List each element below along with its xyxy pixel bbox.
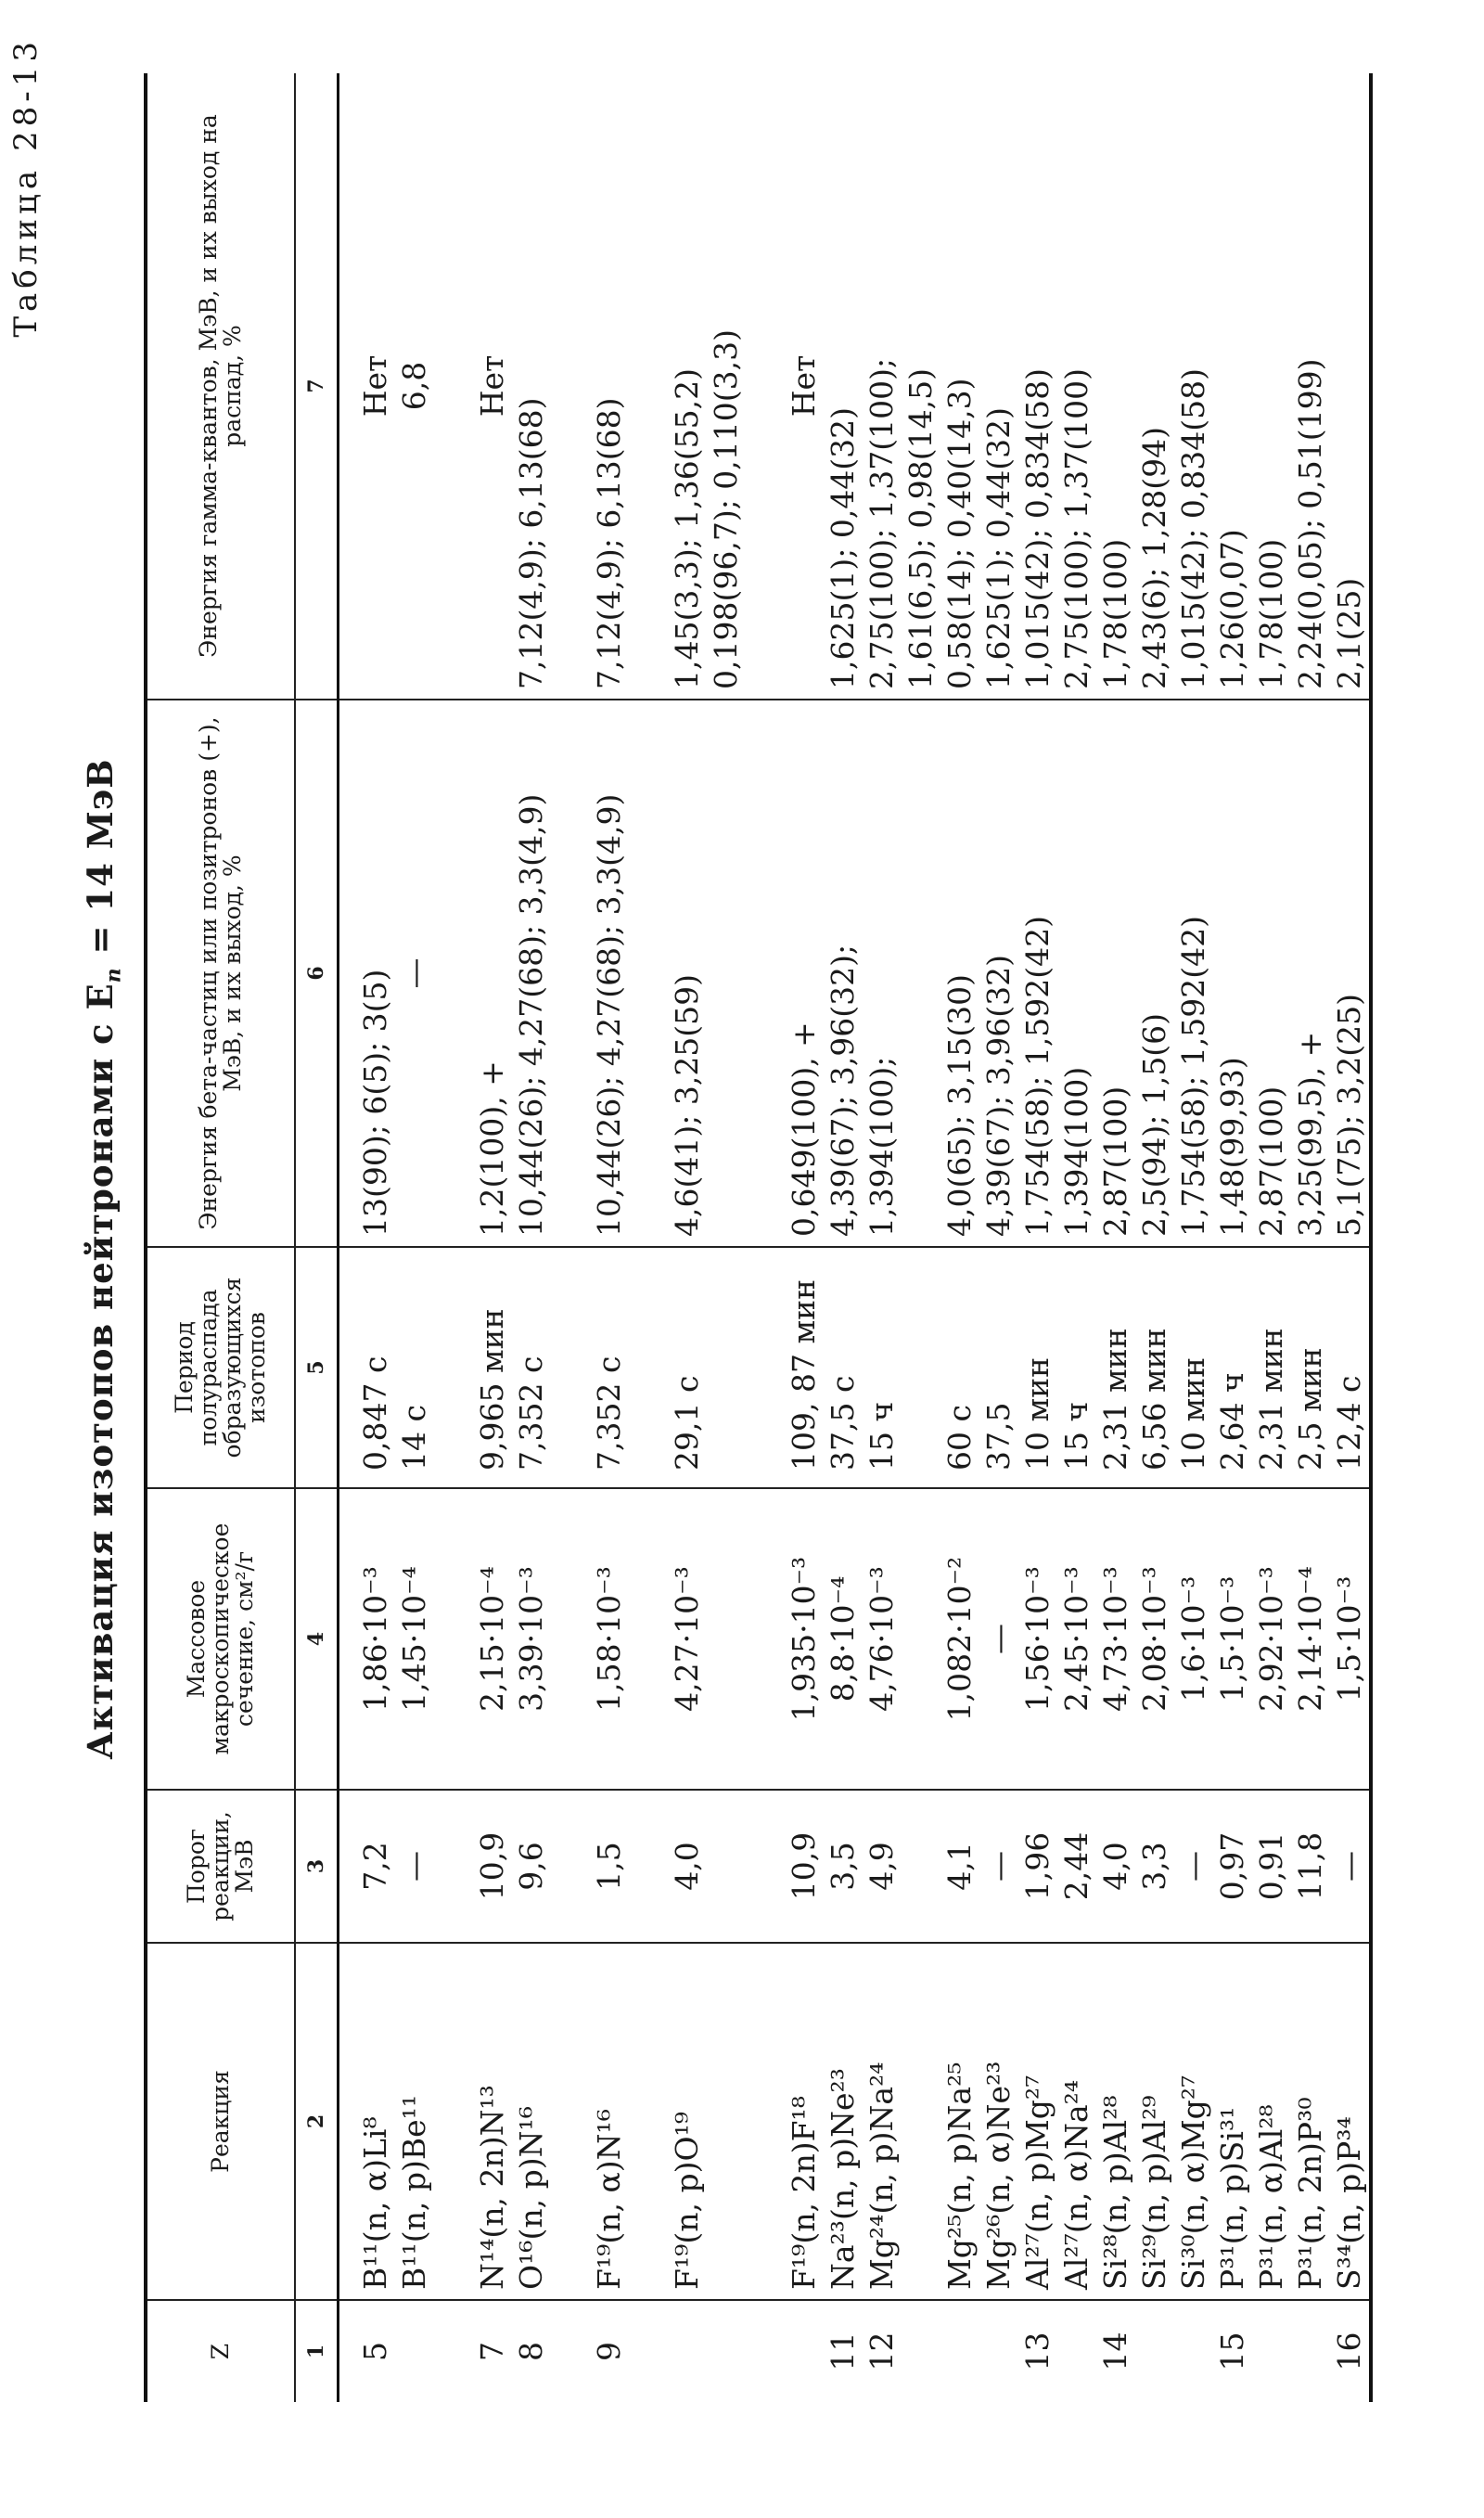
column-number: 2 (295, 1943, 339, 2300)
z-column (339, 2300, 1372, 2402)
threshold-cell: 4,0 (669, 1842, 705, 1891)
cross-section-cell: 4,27·10⁻³ (669, 1566, 705, 1712)
gamma-cell: 1,61(6,5); 0,98(14,5) (902, 367, 939, 689)
reaction-cell: B¹¹(n, p)Be¹¹ (396, 2094, 432, 2290)
spacer (629, 1257, 668, 1471)
z-cell (395, 2310, 434, 2393)
cross-section-cell: 2,15·10⁻⁴ (474, 1566, 510, 1712)
z-cell (668, 2310, 707, 2393)
cross-section-cell: 2,14·10⁻⁴ (1292, 1566, 1328, 1712)
half-life-cell: 2,31 мин (1253, 1328, 1289, 1471)
spacer (746, 83, 785, 689)
gamma-cell: 0,58(14); 0,40(14,3) (941, 378, 978, 689)
reaction-cell: F¹⁹(n, α)N¹⁶ (591, 2109, 627, 2290)
beta-cell: 4,39(67); 3,96(32); (825, 944, 861, 1237)
cross-section-cell: 8,8·10⁻⁴ (825, 1575, 861, 1702)
table-body-row (339, 73, 1372, 2402)
z-cell: 16 (1331, 2332, 1367, 2371)
threshold-cell: — (1331, 1851, 1367, 1882)
threshold-cell: 4,9 (864, 1842, 900, 1891)
column-number: 3 (295, 1790, 339, 1943)
header-reaction: Реакция (146, 1943, 295, 2300)
z-cell (1057, 2310, 1096, 2393)
title-subscript: n (101, 967, 126, 983)
half-life-cell: 29,1 с (669, 1375, 705, 1471)
z-cell: 15 (1214, 2332, 1250, 2371)
spacer (434, 2310, 473, 2393)
column-number: 4 (295, 1488, 339, 1790)
reaction-column (339, 1943, 1372, 2300)
half-life-cell: 37,5 (980, 1402, 1017, 1471)
z-cell: 13 (1019, 2332, 1055, 2371)
spacer (551, 83, 590, 689)
beta-cell: 1,754(58); 1,592(42) (1175, 915, 1211, 1237)
beta-cell: 4,6(41); 3,25(59) (669, 973, 705, 1237)
gamma-cell: 1,78(100) (1097, 538, 1133, 689)
cross-section-cell: 1,5·10⁻³ (1331, 1575, 1367, 1702)
header-half-life: Период полураспада образующихся изотопов (146, 1247, 295, 1488)
header-cross-section: Массовое макроскопическое сечение, см²/г (146, 1488, 295, 1790)
spacer (746, 710, 785, 1237)
half-life-cell: 2,5 мин (1292, 1347, 1328, 1471)
threshold-cell: 9,6 (513, 1842, 549, 1891)
table-number: Таблица 28-13 (7, 37, 45, 338)
gamma-cell: 6,8 (396, 361, 432, 411)
header-threshold: Порог реакции, МэВ (146, 1790, 295, 1943)
cross-section-cell (902, 1498, 940, 1779)
cross-section-cell: 1,5·10⁻³ (1214, 1575, 1250, 1702)
z-cell (785, 2310, 824, 2393)
gamma-column (339, 73, 1372, 700)
spacer (746, 1800, 785, 1933)
threshold-cell: 1,96 (1019, 1831, 1055, 1901)
spacer (434, 1953, 473, 2290)
beta-cell: 1,48(99,93) (1214, 1057, 1250, 1237)
half-life-cell: 14 с (396, 1405, 432, 1471)
title-text: Активация изотопов нейтронами с E (80, 983, 121, 1760)
header-beta: Энергия бета-частиц или позитронов (+), МэВ, и их выход, % (146, 700, 295, 1247)
threshold-cell: 3,3 (1136, 1842, 1172, 1891)
threshold-cell: 7,2 (357, 1842, 393, 1891)
reaction-cell: O¹⁶(n, p)N¹⁶ (513, 2106, 549, 2290)
beta-cell (707, 710, 746, 1237)
spacer (746, 1498, 785, 1779)
gamma-cell: 2,75(100); 1,37(100) (1058, 367, 1094, 689)
z-cell (979, 2310, 1018, 2393)
spacer (629, 1800, 668, 1933)
half-life-cell: 6,56 мин (1136, 1328, 1172, 1471)
beta-cell: 2,87(100) (1253, 1086, 1289, 1237)
reaction-cell: Al²⁷(n, p)Mg²⁷ (1019, 2075, 1055, 2290)
reaction-cell: N¹⁴(n, 2n)N¹³ (474, 2085, 510, 2290)
z-cell: 14 (1097, 2332, 1133, 2371)
half-life-column (339, 1247, 1372, 1488)
column-number: 1 (295, 2300, 339, 2402)
beta-cell: 2,87(100) (1097, 1086, 1133, 1237)
gamma-cell: 1,625(1); 0,44(32) (980, 406, 1017, 689)
reaction-cell: Si²⁹(n, p)Al²⁹ (1136, 2095, 1172, 2290)
threshold-cell: 10,9 (786, 1831, 822, 1901)
beta-cell: 1,394(100) (1058, 1066, 1094, 1237)
half-life-cell: 109, 87 мин (786, 1278, 822, 1471)
beta-cell: 3,25(99,5), + (1292, 1031, 1328, 1237)
spacer (746, 2310, 785, 2393)
z-cell (1252, 2310, 1291, 2393)
gamma-cell: 2,1(25) (1331, 577, 1367, 689)
beta-cell: 4,39(67); 3,96(32) (980, 954, 1017, 1237)
threshold-cell: 0,97 (1214, 1831, 1250, 1901)
threshold-cell: — (980, 1851, 1017, 1882)
half-life-cell (902, 1257, 940, 1471)
column-number-row (295, 73, 339, 2402)
gamma-cell: Нет (786, 354, 822, 418)
reaction-cell: Si³⁰(n, α)Mg²⁷ (1175, 2075, 1211, 2290)
reaction-cell: Al²⁷(n, α)Na²⁴ (1058, 2079, 1094, 2290)
gamma-cell: 7,12(4,9); 6,13(68) (591, 397, 627, 689)
reaction-cell: Mg²⁵(n, p)Na²⁵ (941, 2062, 978, 2290)
table-title (80, 0, 125, 2518)
spacer (629, 2310, 668, 2393)
beta-cell: 1,2(100), + (474, 1060, 510, 1237)
column-number: 5 (295, 1247, 339, 1488)
z-cell (1291, 2310, 1330, 2393)
gamma-cell: 1,26(0,07) (1214, 529, 1250, 689)
reaction-cell: P³¹(n, 2n)P³⁰ (1292, 2097, 1328, 2290)
beta-cell: — (396, 957, 432, 989)
reaction-cell: Si²⁸(n, p)Al²⁸ (1097, 2095, 1133, 2290)
cross-section-cell: 1,082·10⁻² (941, 1556, 978, 1722)
half-life-cell: 15 ч (1058, 1401, 1094, 1471)
cross-section-cell: — (980, 1624, 1017, 1654)
gamma-cell: 7,12(4,9); 6,13(68) (513, 397, 549, 689)
spacer (551, 1498, 590, 1779)
gamma-cell: 0,198(96,7); 0,110(3,3) (708, 328, 744, 689)
beta-column (339, 700, 1372, 1247)
header-z: Z (146, 2300, 295, 2402)
beta-cell: 10,44(26); 4,27(68); 3,3(4,9) (513, 793, 549, 1237)
spacer (629, 710, 668, 1237)
half-life-cell: 2,64 ч (1214, 1372, 1250, 1471)
cross-section-cell: 4,76·10⁻³ (864, 1566, 900, 1712)
spacer (551, 2310, 590, 2393)
column-number: 6 (295, 700, 339, 1247)
cross-section-cell: 3,39·10⁻³ (513, 1566, 549, 1712)
cross-section-cell: 1,58·10⁻³ (591, 1566, 627, 1712)
gamma-cell: 1,78(100) (1253, 538, 1289, 689)
threshold-cell: 1,5 (591, 1842, 627, 1891)
z-cell: 9 (591, 2342, 627, 2361)
z-cell: 12 (864, 2332, 900, 2371)
half-life-cell: 0,847 с (357, 1355, 393, 1471)
reaction-cell: Mg²⁶(n, α)Ne²³ (980, 2061, 1017, 2290)
reaction-cell: S³⁴(n, p)P³⁴ (1331, 2116, 1367, 2290)
half-life-cell: 7,352 с (513, 1355, 549, 1471)
half-life-cell: 2,31 мин (1097, 1328, 1133, 1471)
cross-section-cell: 1,45·10⁻⁴ (396, 1566, 432, 1712)
threshold-cell (707, 1800, 746, 1933)
half-life-cell: 10 мин (1175, 1356, 1211, 1471)
gamma-cell: Нет (357, 354, 393, 418)
cross-section-cell: 1,6·10⁻³ (1175, 1575, 1211, 1702)
spacer (551, 710, 590, 1237)
beta-cell: 1,394(100); (864, 1056, 900, 1237)
spacer (746, 1257, 785, 1471)
threshold-cell: 3,5 (825, 1842, 861, 1891)
z-cell: 8 (513, 2342, 549, 2361)
spacer (551, 1257, 590, 1471)
reaction-cell: Na²³(n, p)Ne²³ (825, 2068, 861, 2290)
beta-cell: 4,0(65); 3,15(30) (941, 973, 978, 1237)
z-cell: 5 (357, 2342, 393, 2361)
reaction-cell: P³¹(n, p)Si³¹ (1214, 2106, 1250, 2290)
z-cell: 11 (825, 2332, 861, 2371)
cross-section-cell: 2,08·10⁻³ (1136, 1566, 1172, 1712)
gamma-cell: 1,45(3,3); 1,36(55,2) (669, 367, 705, 689)
spacer (434, 1800, 473, 1933)
half-life-cell: 37,5 с (825, 1375, 861, 1471)
reaction-cell: F¹⁹(n, p)O¹⁹ (669, 2112, 705, 2290)
header-row (146, 73, 295, 2402)
header-gamma: Энергия гамма-квантов, МэВ, и их выход на распад, % (146, 73, 295, 700)
z-cell (1135, 2310, 1174, 2393)
threshold-cell: — (396, 1851, 432, 1882)
cross-section-cell: 1,935·10⁻³ (786, 1556, 822, 1722)
spacer (629, 83, 668, 689)
reaction-cell: F¹⁹(n, 2n)F¹⁸ (786, 2096, 822, 2290)
spacer (746, 1953, 785, 2290)
cross-section-cell: 4,73·10⁻³ (1097, 1566, 1133, 1712)
cross-section-cell: 1,56·10⁻³ (1019, 1566, 1055, 1712)
z-cell (902, 2310, 940, 2393)
beta-cell: 10,44(26); 4,27(68); 3,3(4,9) (591, 793, 627, 1237)
beta-cell: 2,5(94); 1,5(6) (1136, 1012, 1172, 1237)
activation-table (144, 73, 1373, 2402)
z-cell: 7 (474, 2342, 510, 2361)
spacer (434, 710, 473, 1237)
half-life-cell: 10 мин (1019, 1356, 1055, 1471)
gamma-cell: 2,43(6); 1,28(94) (1136, 426, 1172, 689)
spacer (434, 1498, 473, 1779)
half-life-cell (707, 1257, 746, 1471)
threshold-cell: 2,44 (1058, 1831, 1094, 1901)
beta-cell: 1,754(58); 1,592(42) (1019, 915, 1055, 1237)
cross-section-cell (707, 1498, 746, 1779)
beta-cell: 5,1(75); 3,2(25) (1331, 993, 1367, 1237)
z-cell (1174, 2310, 1213, 2393)
cross-section-cell: 2,92·10⁻³ (1253, 1566, 1289, 1712)
threshold-cell: 10,9 (474, 1831, 510, 1901)
gamma-cell: Нет (474, 354, 510, 418)
reaction-cell: B¹¹(n, α)Li⁸ (357, 2116, 393, 2290)
beta-cell: 13(90); 6(5); 3(5) (357, 969, 393, 1237)
spacer (551, 1800, 590, 1933)
threshold-cell: 11,8 (1292, 1831, 1328, 1901)
gamma-cell: 2,24(0,05); 0,51(199) (1292, 358, 1328, 689)
reaction-cell (902, 1953, 940, 2290)
gamma-cell: 1,625(1); 0,44(32) (825, 406, 861, 689)
reaction-cell (707, 1953, 746, 2290)
gamma-cell: 2,75(100); 1,37(100); (864, 357, 900, 689)
spacer (629, 1953, 668, 2290)
half-life-cell: 7,352 с (591, 1355, 627, 1471)
threshold-cell (902, 1800, 940, 1933)
gamma-cell: 1,015(42); 0,834(58) (1019, 367, 1055, 689)
spacer (551, 1953, 590, 2290)
cross-section-cell: 2,45·10⁻³ (1058, 1566, 1094, 1712)
beta-cell: 0,649(100), + (786, 1021, 822, 1237)
half-life-cell: 9,965 мин (474, 1308, 510, 1471)
threshold-cell: — (1175, 1851, 1211, 1882)
title-tail: = 14 МэВ (80, 758, 121, 968)
reaction-cell: Mg²⁴(n, p)Na²⁴ (864, 2062, 900, 2290)
spacer (434, 1257, 473, 1471)
threshold-cell: 4,1 (941, 1842, 978, 1891)
cross-section-cell: 1,86·10⁻³ (357, 1566, 393, 1712)
beta-cell (902, 710, 940, 1237)
threshold-column (339, 1790, 1372, 1943)
threshold-cell: 4,0 (1097, 1842, 1133, 1891)
reaction-cell: P³¹(n, α)Al²⁸ (1253, 2104, 1289, 2290)
half-life-cell: 12,4 с (1331, 1375, 1367, 1471)
cross-section-column (339, 1488, 1372, 1790)
threshold-cell: 0,91 (1253, 1831, 1289, 1901)
z-cell (940, 2310, 979, 2393)
gamma-cell: 1,015(42); 0,834(58) (1175, 367, 1211, 689)
spacer (434, 83, 473, 689)
z-cell (707, 2310, 746, 2393)
half-life-cell: 60 с (941, 1405, 978, 1471)
column-number: 7 (295, 73, 339, 700)
half-life-cell: 15 ч (864, 1401, 900, 1471)
spacer (629, 1498, 668, 1779)
